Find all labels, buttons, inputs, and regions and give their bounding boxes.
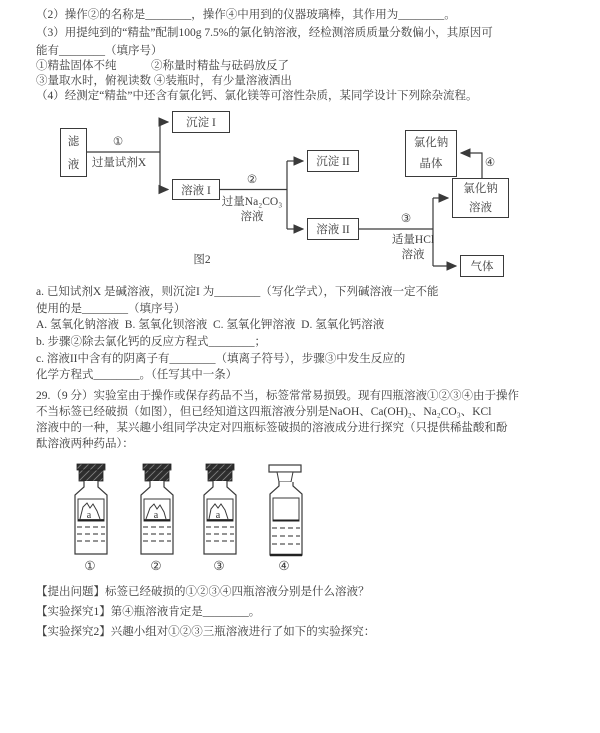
label-step1-number: ① — [112, 136, 124, 148]
qc-line-2: 化学方程式________。（任写其中一条） — [36, 369, 238, 381]
label-step2-reagent-2: 溶液 — [240, 211, 264, 223]
qa-line-2: 使用的是________（填序号） — [36, 303, 186, 315]
reagent-bottles-figure — [58, 462, 338, 582]
q29-line-1: 29.（9 分）实验室由于操作或保存药品不当，标签常常易损毁。现有四瓶溶液①②③④由于操作 — [36, 390, 519, 402]
bottle-number-2: ② — [150, 559, 162, 573]
q29-line-2: 不当标签已经破损（如图），但已经知道这四瓶溶液分别是NaOH、Ca(OH)₂、Na₂CO₃、KCl — [36, 406, 492, 418]
q3-options-1: ①精盐固体不纯 ②称量时精盐与砝码放反了 — [36, 60, 289, 72]
node-precipitate-1: 沉淀 I — [172, 111, 230, 133]
raise-question-line: 【提出问题】标签已经破损的①②③④四瓶溶液分别是什么溶液？ — [36, 586, 370, 598]
torn-label-letter: a — [215, 510, 221, 521]
qb-line: b. 步骤②除去氯化钙的反应方程式________； — [36, 336, 266, 348]
q3-line-1: （3）用提纯到的“精盐”配制100g 7.5%的氯化钠溶液，经检测溶质质量分数偏小，其原因可 — [36, 27, 493, 39]
label-step3-reagent-2: 溶液 — [401, 249, 425, 261]
node-nacl-solution: 氯化钠 溶液 — [452, 178, 509, 218]
qc-line-1: c. 溶液II中含有的阴离子有________（填离子符号），步骤③中发生反应的 — [36, 353, 406, 365]
label-step2-number: ② — [246, 174, 258, 186]
experiment-1-line: 【实验探究1】第④瓶溶液肯定是________。 — [36, 606, 261, 618]
node-gas: 气体 — [460, 255, 504, 277]
figure-caption: 图2 — [193, 254, 211, 266]
purification-flowchart — [40, 105, 585, 285]
experiment-2-line: 【实验探究2】兴趣小组对①②③三瓶溶液进行了如下的实验探究： — [36, 626, 376, 638]
node-nacl-crystal: 氯化钠 晶体 — [405, 130, 457, 177]
label-step3-number: ③ — [400, 213, 412, 225]
label-step2-reagent: 过量Na₂CO₃ — [221, 196, 283, 208]
node-solution-2: 溶液 II — [307, 218, 359, 240]
reagent-bottle-3 — [191, 462, 249, 562]
q2-line: （2）操作②的名称是________，操作④中用到的仪器玻璃棒，其作用为________。 — [36, 9, 456, 21]
reagent-bottle-4 — [256, 462, 314, 562]
qa-line-1: a. 已知试剂X 是碱溶液，则沉淀I 为________（写化学式），下列碱溶液一定不能 — [36, 286, 439, 298]
q3-options-2: ③量取水时，俯视读数 ④装瓶时，有少量溶液洒出 — [36, 75, 292, 87]
torn-label-letter: a — [153, 510, 159, 521]
node-solution-1: 溶液 I — [172, 179, 220, 200]
bottle-number-4: ④ — [278, 559, 290, 573]
label-step4-number: ④ — [484, 157, 496, 169]
bottle-number-1: ① — [84, 559, 96, 573]
torn-label-letter: a — [86, 510, 92, 521]
node-precipitate-2: 沉淀 II — [307, 150, 359, 172]
q3-line-2: 能有________（填序号） — [36, 45, 163, 57]
q29-line-3: 溶液中的一种，某兴趣小组同学决定对四瓶标签破损的溶液成分进行探究（只提供稀盐酸和酚 — [36, 422, 508, 434]
label-step1-reagent: 过量试剂X — [91, 157, 147, 169]
bottle-number-3: ③ — [213, 559, 225, 573]
qa-options: A. 氢氧化钠溶液 B. 氢氧化钡溶液 C. 氢氧化钾溶液 D. 氢氧化钙溶液 — [36, 319, 385, 331]
node-filtrate: 滤 液 — [60, 128, 87, 177]
q4-line: （4）经测定“精盐”中还含有氯化钙、氯化镁等可溶性杂质，某同学设计下列除杂流程。 — [36, 90, 478, 102]
reagent-bottle-2 — [128, 462, 186, 562]
q29-line-4: 酞溶液两种药品）： — [36, 438, 134, 450]
label-step3-reagent: 适量HCl — [391, 234, 435, 246]
reagent-bottle-1 — [62, 462, 120, 562]
